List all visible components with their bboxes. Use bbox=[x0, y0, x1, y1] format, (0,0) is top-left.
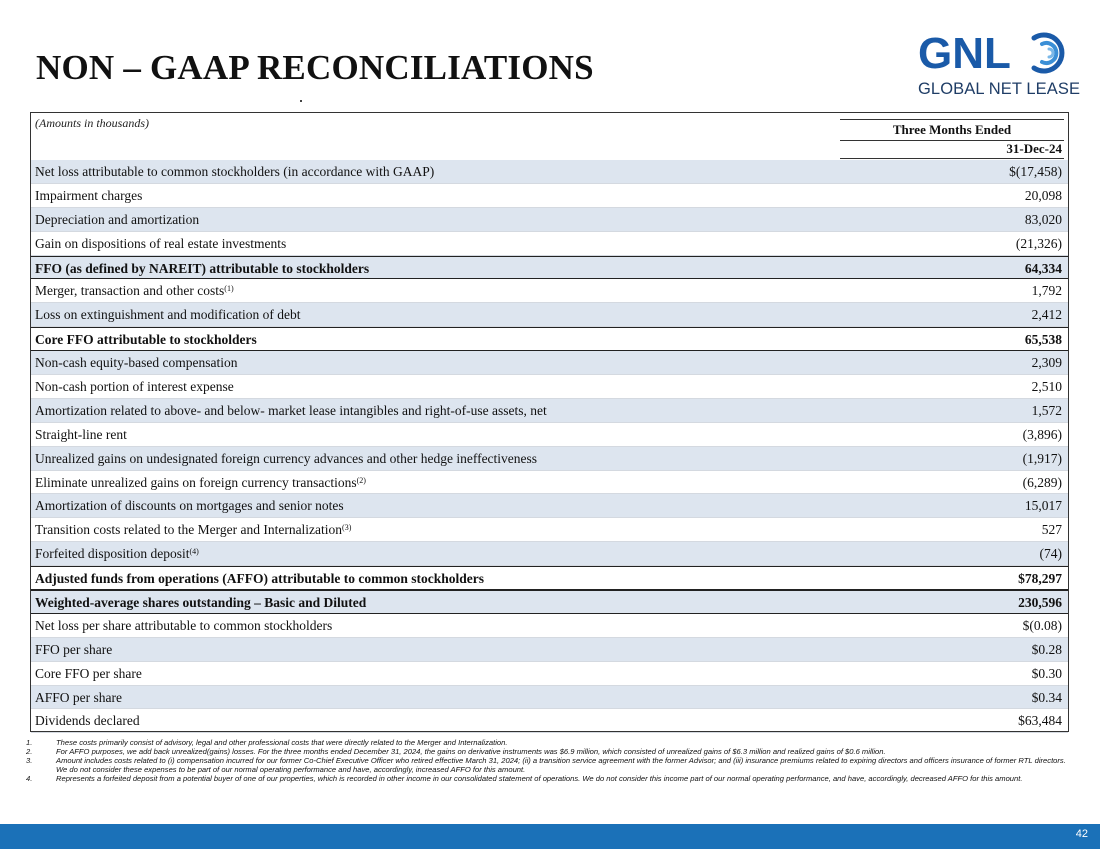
footnote bbox=[26, 756, 1071, 774]
table-row bbox=[31, 184, 1068, 208]
row-label-text: Dividends declared bbox=[35, 713, 140, 729]
row-value: 2,309 bbox=[1031, 355, 1062, 371]
row-label bbox=[35, 184, 142, 208]
row-label-text: Weighted-average shares outstanding – Basic and Diluted bbox=[35, 595, 367, 611]
footnote-number: 2. bbox=[26, 747, 33, 756]
table-row bbox=[31, 232, 1068, 256]
table-row bbox=[31, 351, 1068, 375]
row-value: 230,596 bbox=[1018, 595, 1062, 611]
row-value: 1,572 bbox=[1031, 402, 1062, 418]
row-label-text: Transition costs related to the Merger and Internalization bbox=[35, 522, 343, 538]
row-label bbox=[35, 160, 434, 184]
row-label-text: Non-cash equity-based compensation bbox=[35, 355, 238, 371]
row-label-text: FFO per share bbox=[35, 641, 113, 657]
decorative-dot bbox=[300, 100, 302, 102]
table-row bbox=[31, 518, 1068, 542]
footnote bbox=[26, 747, 1071, 756]
row-label bbox=[35, 399, 547, 423]
table-row bbox=[31, 662, 1068, 686]
row-value: $78,297 bbox=[1018, 571, 1062, 587]
row-value: (3,896) bbox=[1022, 426, 1062, 442]
row-value: 527 bbox=[1041, 522, 1062, 538]
amounts-note: (Amounts in thousands) bbox=[35, 116, 149, 130]
table-header bbox=[31, 113, 1068, 160]
table-row bbox=[31, 638, 1068, 662]
table-row bbox=[31, 208, 1068, 232]
row-label bbox=[35, 614, 332, 638]
row-label-text: FFO (as defined by NAREIT) attributable to stockholders bbox=[35, 260, 370, 276]
row-label-text: Unrealized gains on undesignated foreign currency advances and other hedge ineffectiveness bbox=[35, 450, 538, 466]
table-row bbox=[31, 327, 1068, 351]
row-label bbox=[35, 328, 257, 352]
table-row bbox=[31, 566, 1068, 590]
row-label-text: Gain on dispositions of real estate investments bbox=[35, 235, 287, 251]
footer-bar bbox=[0, 824, 1100, 849]
row-label bbox=[35, 494, 344, 518]
row-label-text: AFFO per share bbox=[35, 689, 122, 705]
row-value: 2,412 bbox=[1031, 307, 1062, 323]
row-label-text: Net loss attributable to common stockholders (in accordance with GAAP) bbox=[35, 164, 435, 179]
row-value: (21,326) bbox=[1015, 235, 1062, 251]
row-label-text: Core FFO per share bbox=[35, 665, 142, 681]
logo-swirl-icon bbox=[1028, 32, 1074, 74]
page-number: 42 bbox=[1075, 828, 1088, 840]
row-value: 20,098 bbox=[1024, 187, 1062, 203]
footnote-text: Amount includes costs related to (i) compensation incurred for our former Co-Chief Executive Officer who retired effective March 31, 2024; (ii) a transition service agreement with the former Advisor; and (iii) insurance premiums related to expiring directors and officers insurance of former RTL directors. We do not consider these expenses to be part of our normal operating performance and have, accordingly, increased AFFO for this amount. bbox=[56, 756, 1066, 774]
row-value: 15,017 bbox=[1024, 498, 1062, 514]
table-row bbox=[31, 686, 1068, 710]
logo-wordmark: GNL bbox=[918, 29, 1011, 78]
row-label bbox=[35, 257, 369, 281]
row-value: $(0.08) bbox=[1022, 617, 1062, 633]
row-value: $(17,458) bbox=[1009, 164, 1062, 179]
row-value: 83,020 bbox=[1024, 211, 1062, 227]
row-value: 65,538 bbox=[1024, 332, 1062, 348]
table-row bbox=[31, 709, 1068, 733]
footnote-ref: (2) bbox=[356, 475, 366, 485]
row-value: $0.34 bbox=[1031, 689, 1062, 705]
row-label bbox=[35, 662, 142, 686]
row-label bbox=[35, 303, 300, 327]
footnote bbox=[26, 738, 1071, 747]
row-label-text: Amortization related to above- and below- market lease intangibles and right-of-use assets, net bbox=[35, 402, 547, 418]
reconciliation-table bbox=[30, 112, 1069, 732]
row-value: (6,289) bbox=[1022, 474, 1062, 490]
footnote-text: These costs primarily consist of advisory, legal and other professional costs that were directly related to the Merger and Internalization. bbox=[56, 738, 508, 747]
row-value: 1,792 bbox=[1031, 283, 1062, 299]
row-value: $63,484 bbox=[1018, 713, 1062, 729]
row-label-text: Depreciation and amortization bbox=[35, 211, 200, 227]
row-label bbox=[35, 686, 122, 710]
row-label-text: Amortization of discounts on mortgages and senior notes bbox=[35, 498, 344, 514]
row-label bbox=[35, 518, 351, 542]
table-row bbox=[31, 542, 1068, 566]
table-row bbox=[31, 447, 1068, 471]
footnote-ref: (4) bbox=[189, 547, 199, 557]
row-label bbox=[35, 638, 112, 662]
row-label-text: Eliminate unrealized gains on foreign currency transactions bbox=[35, 474, 357, 490]
row-label bbox=[35, 208, 199, 232]
row-label bbox=[35, 232, 286, 256]
row-label bbox=[35, 279, 234, 303]
column-date: 31-Dec-24 bbox=[840, 139, 1064, 159]
row-label bbox=[35, 471, 366, 495]
row-label bbox=[35, 447, 537, 471]
row-label-text: Net loss per share attributable to common stockholders bbox=[35, 617, 333, 633]
row-label bbox=[35, 423, 127, 447]
row-label-text: Forfeited disposition deposit bbox=[35, 546, 190, 562]
table-row bbox=[31, 614, 1068, 638]
footnote-number: 3. bbox=[26, 756, 33, 765]
page-title: NON – GAAP RECONCILIATIONS bbox=[36, 48, 594, 87]
row-value: (74) bbox=[1039, 546, 1062, 562]
row-label bbox=[35, 591, 366, 615]
row-label-text: Merger, transaction and other costs bbox=[35, 283, 225, 299]
footnote-number: 1. bbox=[26, 738, 33, 747]
logo-tagline: GLOBAL NET LEASE bbox=[918, 80, 1081, 98]
footnote-text: Represents a forfeited deposit from a potential buyer of one of our properties, which is recorded in other income in our consolidated statement of operations. We do not consider this income part of our normal operating performance, and have, accordingly, decreased AFFO for this amount. bbox=[56, 774, 1023, 783]
company-logo bbox=[916, 29, 1081, 102]
row-label bbox=[35, 351, 237, 375]
table-row bbox=[31, 471, 1068, 495]
table-row bbox=[31, 590, 1068, 614]
row-label-text: Non-cash portion of interest expense bbox=[35, 379, 234, 395]
table-row bbox=[31, 375, 1068, 399]
row-label bbox=[35, 567, 484, 591]
row-label bbox=[35, 542, 199, 566]
footnote-ref: (1) bbox=[224, 284, 234, 294]
column-header: Three Months Ended bbox=[840, 119, 1064, 141]
table-row bbox=[31, 279, 1068, 303]
row-value: $0.28 bbox=[1031, 641, 1062, 657]
row-label bbox=[35, 375, 234, 399]
table-row bbox=[31, 494, 1068, 518]
row-value: 2,510 bbox=[1031, 379, 1062, 395]
table-row bbox=[31, 256, 1068, 280]
footnote-ref: (3) bbox=[342, 523, 352, 533]
row-value: (1,917) bbox=[1022, 450, 1062, 466]
row-label-text: Loss on extinguishment and modification of debt bbox=[35, 307, 301, 323]
row-label-text: Impairment charges bbox=[35, 187, 143, 203]
row-label-text: Straight-line rent bbox=[35, 426, 127, 442]
table-row bbox=[31, 160, 1068, 184]
row-value: 64,334 bbox=[1024, 260, 1062, 276]
footnotes bbox=[26, 738, 1071, 783]
table-row bbox=[31, 423, 1068, 447]
row-label-text: Adjusted funds from operations (AFFO) attributable to common stockholders bbox=[35, 571, 484, 587]
footnote bbox=[26, 774, 1071, 783]
row-label bbox=[35, 709, 140, 733]
table-body bbox=[31, 160, 1068, 733]
footnote-number: 4. bbox=[26, 774, 33, 783]
row-value: $0.30 bbox=[1031, 665, 1062, 681]
row-label-text: Core FFO attributable to stockholders bbox=[35, 332, 257, 348]
table-row bbox=[31, 303, 1068, 327]
table-row bbox=[31, 399, 1068, 423]
footnote-text: For AFFO purposes, we add back unrealized(gains) losses. For the three months ended December 31, 2024, the gains on derivative instruments was $6.9 million, which consisted of unrealized gains of $6.3 million and realized gains of $0.6 million. bbox=[56, 747, 886, 756]
